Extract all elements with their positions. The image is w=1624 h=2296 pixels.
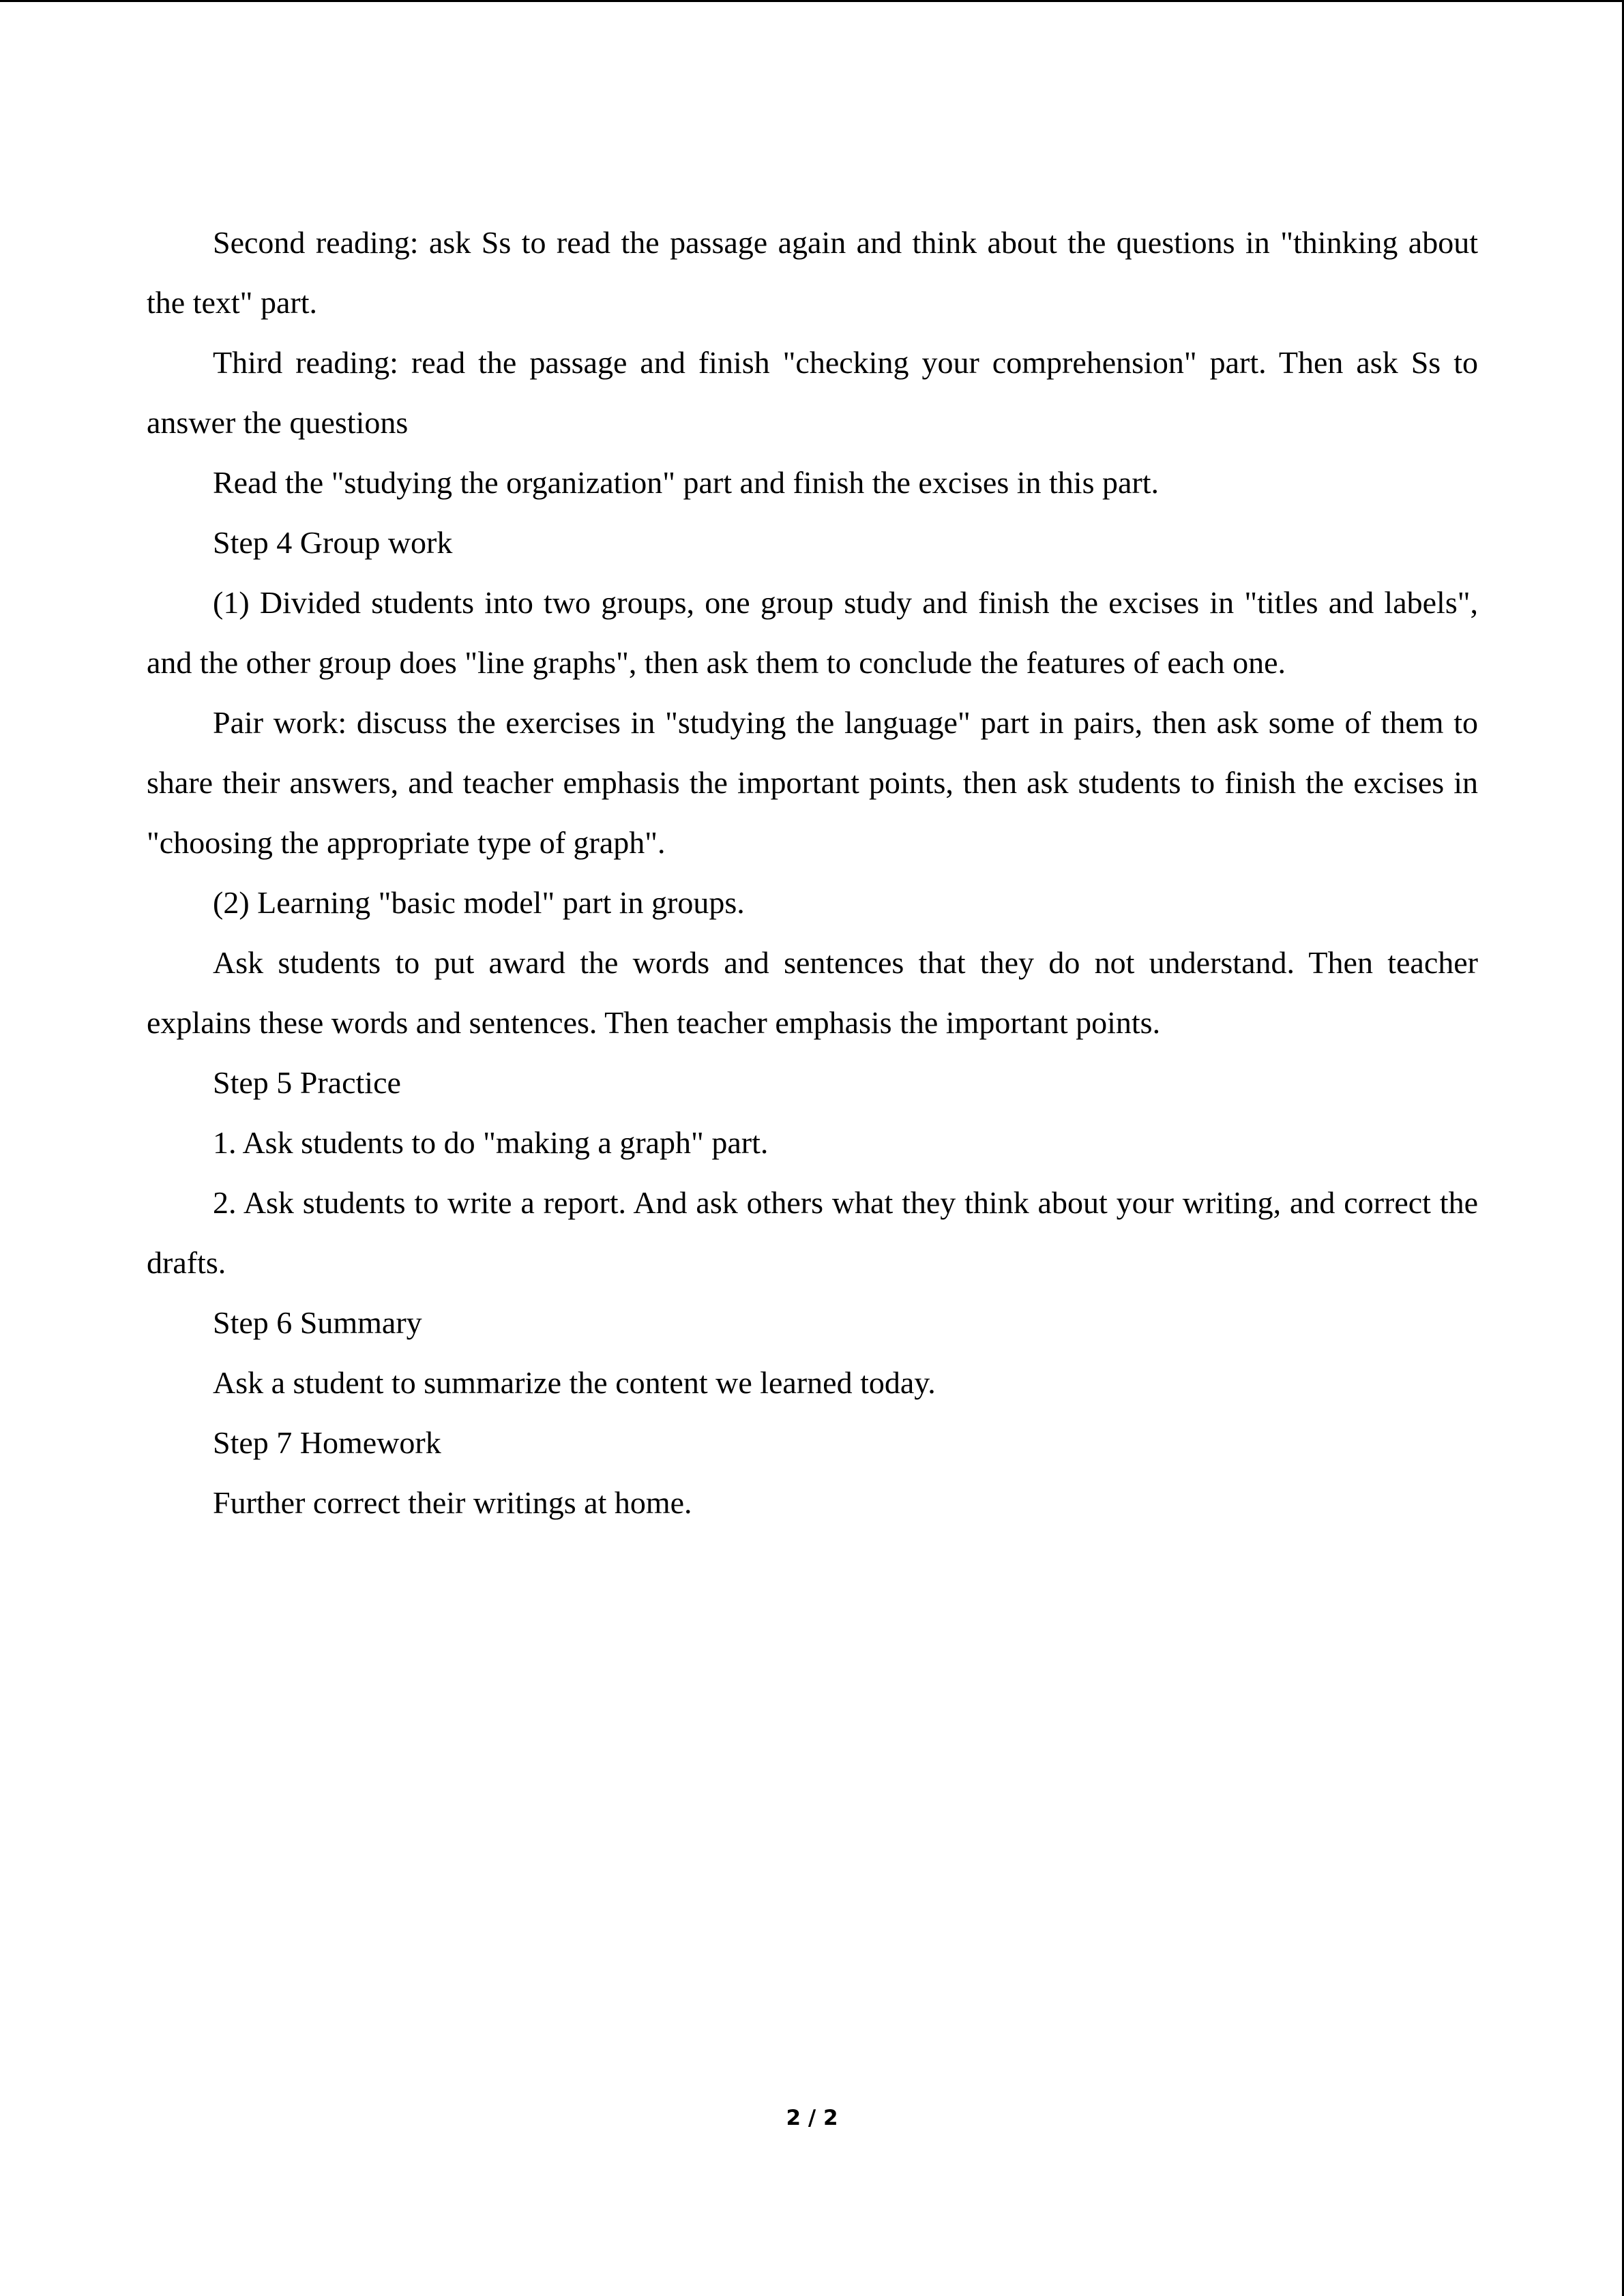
page-number: 2 / 2 bbox=[786, 2106, 838, 2130]
heading-step-7: Step 7 Homework bbox=[213, 1425, 441, 1460]
paragraph-homework: Further correct their writings at home. bbox=[213, 1485, 692, 1520]
paragraph-third-reading: Third reading: read the passage and finish "checking your comprehension" part. Then ask Ss to answer the questions bbox=[147, 345, 1478, 440]
paragraph-second-reading: Second reading: ask Ss to read the passage again and think about the questions in "thinking about the text" part. bbox=[147, 225, 1478, 320]
paragraph-summary: Ask a student to summarize the content we learned today. bbox=[213, 1365, 936, 1400]
paragraph-practice-2: 2. Ask students to write a report. And ask others what they think about your writing, and correct the drafts. bbox=[147, 1185, 1478, 1280]
heading-step-4: Step 4 Group work bbox=[213, 525, 453, 560]
heading-step-5: Step 5 Practice bbox=[213, 1065, 401, 1100]
paragraph-basic-model: (2) Learning "basic model" part in groups. bbox=[213, 885, 745, 920]
paragraph-words-sentences: Ask students to put award the words and sentences that they do not understand. Then teacher explains these words and sentences. Then teacher emphasis the important points. bbox=[147, 945, 1478, 1040]
document-body bbox=[147, 213, 1478, 1533]
paragraph-practice-1: 1. Ask students to do "making a graph" part. bbox=[213, 1125, 769, 1160]
paragraph-organization: Read the "studying the organization" part and finish the excises in this part. bbox=[213, 465, 1160, 500]
heading-step-6: Step 6 Summary bbox=[213, 1305, 422, 1340]
paragraph-group-division: (1) Divided students into two groups, one group study and finish the excises in "titles and labels", and the other group does "line graphs", then ask them to conclude the features of each one. bbox=[147, 585, 1478, 680]
paragraph-pair-work: Pair work: discuss the exercises in "studying the language" part in pairs, then ask some of them to share their answers, and teacher emphasis the important points, then ask students to finish the excises in "choosing the appropriate type of graph". bbox=[147, 705, 1478, 860]
